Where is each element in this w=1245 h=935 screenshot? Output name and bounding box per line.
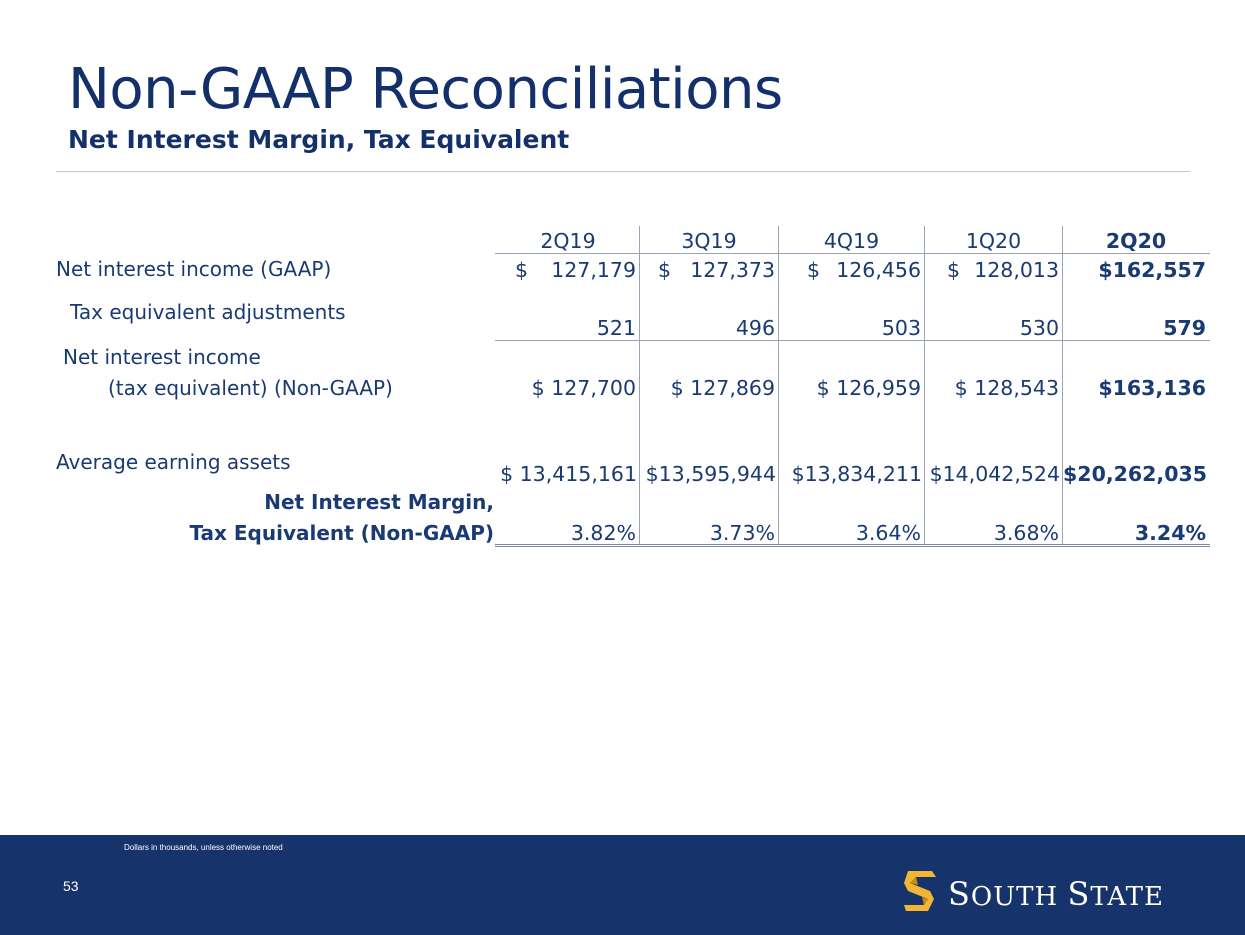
cell-nim-2q19: 3.82% <box>570 521 636 545</box>
cell-nii-te-1q20: $ 128,543 <box>954 376 1059 400</box>
page-number: 53 <box>63 878 79 894</box>
row-label-nii-te-line1: Net interest income <box>63 345 261 369</box>
cell-nii-3q19: $ 127,373 <box>658 258 775 282</box>
footnote: Dollars in thousands, unless otherwise noted <box>124 843 283 852</box>
column-divider <box>924 226 925 544</box>
total-double-rule <box>495 544 1210 547</box>
cell-aea-2q20: $20,262,035 <box>1063 462 1207 486</box>
cell-nii-te-3q19: $ 127,869 <box>670 376 775 400</box>
cell-nii-2q20: $162,557 <box>1098 258 1206 282</box>
column-header-4q19: 4Q19 <box>823 229 880 253</box>
row-label-nii-te-line2: (tax equivalent) (Non-GAAP) <box>108 376 393 400</box>
cell-nii-te-2q20: $163,136 <box>1098 376 1206 400</box>
title-divider <box>56 171 1190 172</box>
cell-nii-te-2q19: $ 127,700 <box>531 376 636 400</box>
cell-nii-2q19: $ 127,179 <box>515 258 636 282</box>
column-divider <box>778 226 779 544</box>
cell-tax-1q20: 530 <box>1019 316 1059 340</box>
footer-bar <box>0 835 1245 935</box>
subtotal-rule <box>495 340 1210 341</box>
cell-nim-2q20: 3.24% <box>1134 521 1206 545</box>
cell-aea-1q20: $14,042,524 <box>929 462 1060 486</box>
cell-nim-1q20: 3.68% <box>993 521 1059 545</box>
cell-aea-3q19: $13,595,944 <box>645 462 776 486</box>
cell-aea-4q19: $13,834,211 <box>791 462 922 486</box>
column-divider <box>639 226 640 544</box>
cell-nii-te-4q19: $ 126,959 <box>816 376 921 400</box>
row-label-tax-adjustments: Tax equivalent adjustments <box>70 300 346 324</box>
row-label-nim-line1: Net Interest Margin, <box>264 490 494 514</box>
page-subtitle: Net Interest Margin, Tax Equivalent <box>68 125 570 154</box>
currency-symbol: $ <box>515 258 529 282</box>
column-divider <box>1062 226 1063 544</box>
cell-nim-3q19: 3.73% <box>709 521 775 545</box>
column-header-2q19: 2Q19 <box>540 229 596 253</box>
column-header-1q20: 1Q20 <box>965 229 1022 253</box>
cell-tax-2q19: 521 <box>596 316 636 340</box>
column-header-2q20: 2Q20 <box>1105 229 1167 253</box>
logo-wordmark: SOUTH STATE <box>948 875 1164 913</box>
cell-nii-1q20: $ 128,013 <box>947 258 1059 282</box>
cell-nii-4q19: $ 126,456 <box>807 258 921 282</box>
currency-symbol: $ <box>807 258 821 282</box>
row-label-avg-earning-assets: Average earning assets <box>56 450 291 474</box>
cell-tax-2q20: 579 <box>1163 316 1206 340</box>
row-label-nim-line2: Tax Equivalent (Non-GAAP) <box>189 521 494 545</box>
cell-aea-2q19: $ 13,415,161 <box>500 462 637 486</box>
cell-nim-4q19: 3.64% <box>855 521 921 545</box>
cell-tax-3q19: 496 <box>735 316 775 340</box>
currency-symbol: $ <box>658 258 672 282</box>
currency-symbol: $ <box>947 258 961 282</box>
header-underline <box>495 253 1210 254</box>
south-state-s-icon <box>902 867 938 915</box>
cell-tax-4q19: 503 <box>881 316 921 340</box>
column-header-3q19: 3Q19 <box>681 229 737 253</box>
row-label-net-interest-income: Net interest income (GAAP) <box>56 257 332 281</box>
page-title: Non-GAAP Reconciliations <box>68 57 783 122</box>
